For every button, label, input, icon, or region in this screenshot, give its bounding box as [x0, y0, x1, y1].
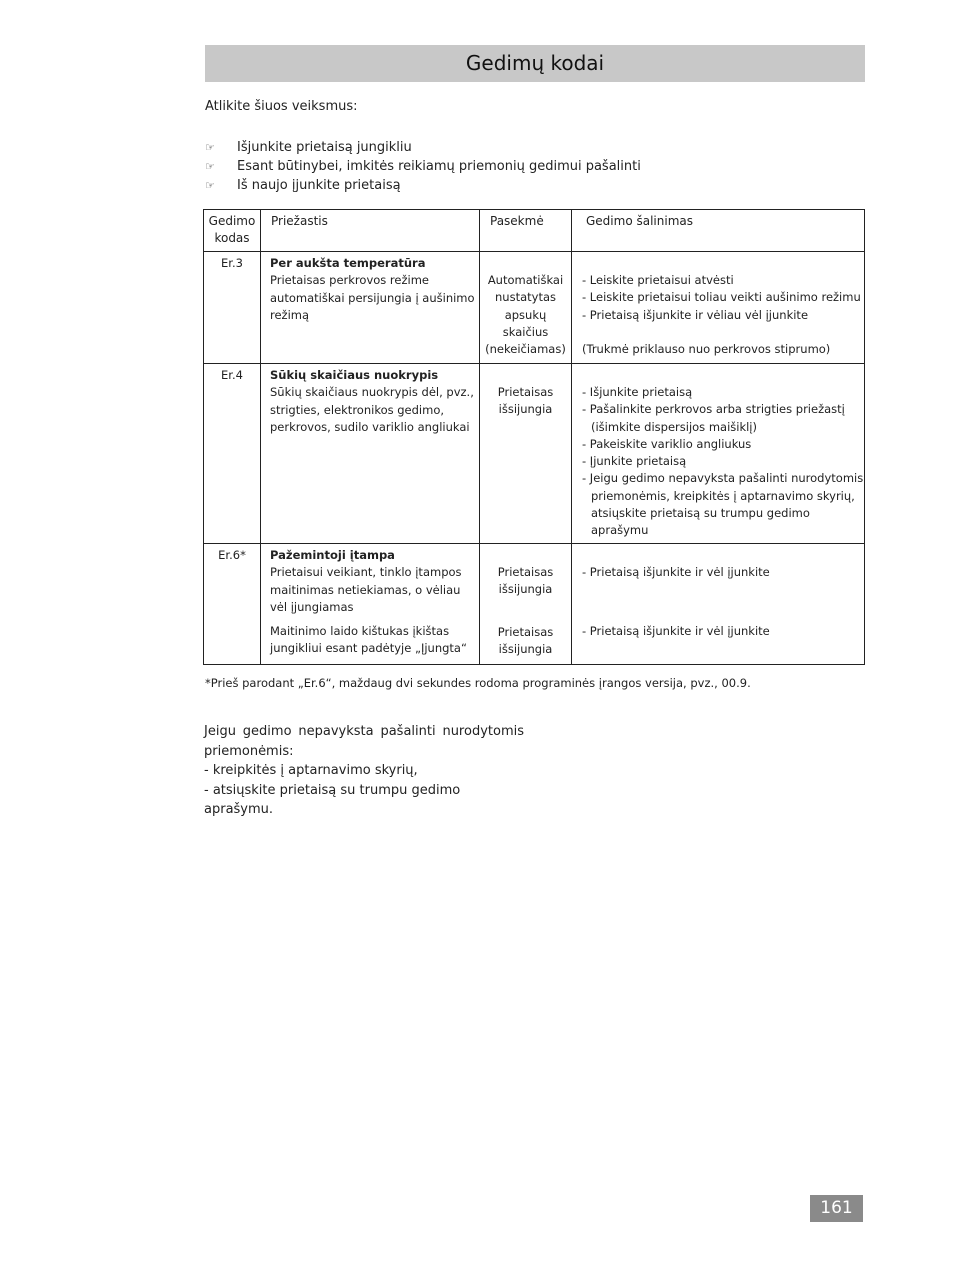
remedy-note: (Trukmė priklauso nuo perkrovos stiprumo) — [582, 341, 831, 356]
header-code: Gedimo kodas — [204, 210, 261, 252]
cause-text: Prietaisas perkrovos režime automatiškai persijungia į aušinimo režimą — [270, 273, 475, 322]
remedy-cell: - Prietaisą išjunkite ir vėl įjunkite - Prietaisą išjunkite ir vėl įjunkite — [572, 544, 865, 665]
table-header-row — [204, 210, 865, 252]
remedy-cell: - Leiskite prietaisui atvėsti - Leiskite prietaisui toliau veikti aušinimo režimu - Prietaisą išjunkite ir vėliau vėl įjunkite (Trukmė priklauso nuo perkrovos stiprumo) — [572, 252, 865, 364]
page-number: 161 — [810, 1195, 863, 1222]
consequence-cell: Prietaisas išsijungia Prietaisas išsijungia — [480, 544, 572, 665]
pointing-hand-icon: ☞ — [205, 179, 215, 192]
cause-cell — [261, 252, 480, 364]
step-item: ☞ Esant būtinybei, imkitės reikiamų priemonių gedimui pašalinti — [205, 159, 641, 174]
error-code: Er.4 — [204, 364, 261, 544]
header-cause: Priežastis — [261, 210, 480, 252]
error-code: Er.3 — [204, 252, 261, 364]
error-code: Er.6* — [204, 544, 261, 665]
section-title: Gedimų kodai — [205, 45, 865, 82]
step-item: ☞ Iš naujo įjunkite prietaisą — [205, 178, 401, 193]
cause-title: Pažemintoji įtampa — [270, 548, 395, 562]
consequence-cell: Prietaisas išsijungia — [480, 364, 572, 544]
table-row — [204, 544, 865, 665]
footnote: *Prieš parodant „Er.6“, maždaug dvi sekundes rodoma programinės įrangos versija, pvz., 00.9. — [205, 676, 751, 690]
closing-paragraph: Jeigu gedimo nepavyksta pašalinti nurodytomis priemonėmis: - kreipkitės į aptarnavimo skyrių, - atsiųskite prietaisą su trumpu gedimo aprašymu. — [204, 724, 524, 817]
cause-text: Prietaisui veikiant, tinklo įtampos maitinimas netiekiamas, o vėliau vėl įjungiamas — [270, 565, 462, 614]
cause-text: Sūkių skaičiaus nuokrypis dėl, pvz., strigties, elektronikos gedimo, perkrovos, sudilo variklio angliukai — [270, 385, 474, 434]
steps-list — [205, 138, 641, 195]
step-item: ☞ Išjunkite prietaisą jungikliu — [205, 140, 412, 155]
table-row — [204, 252, 865, 364]
table-row — [204, 364, 865, 544]
pointing-hand-icon: ☞ — [205, 160, 215, 173]
cause-title: Per aukšta temperatūra — [270, 256, 426, 270]
cause-cell — [261, 364, 480, 544]
remedy-cell: - Išjunkite prietaisą - Pašalinkite perkrovos arba strigties priežastį (išimkite dispersijos maišiklį) - Pakeiskite variklio angliukus - Įjunkite prietaisą - Jeigu gedimo nepavyksta pašalinti nurodytomis priemonėmis, kreipkitės į aptarnavimo skyrių, atsiųskite prietaisą su trumpu gedimo aprašymu — [572, 364, 865, 544]
cause-cell — [261, 544, 480, 665]
pointing-hand-icon: ☞ — [205, 141, 215, 154]
consequence-cell: Automatiškai nustatytas apsukų skaičius (nekeičiamas) — [480, 252, 572, 364]
fault-code-table — [203, 209, 865, 665]
cause-text-2: Maitinimo laido kištukas įkištas jungikliui esant padėtyje „Įjungta“ — [270, 624, 467, 656]
intro-text: Atlikite šiuos veiksmus: — [205, 99, 358, 114]
header-remedy: Gedimo šalinimas — [572, 210, 865, 252]
header-consequence: Pasekmė — [480, 210, 572, 252]
cause-title: Sūkių skaičiaus nuokrypis — [270, 368, 439, 382]
